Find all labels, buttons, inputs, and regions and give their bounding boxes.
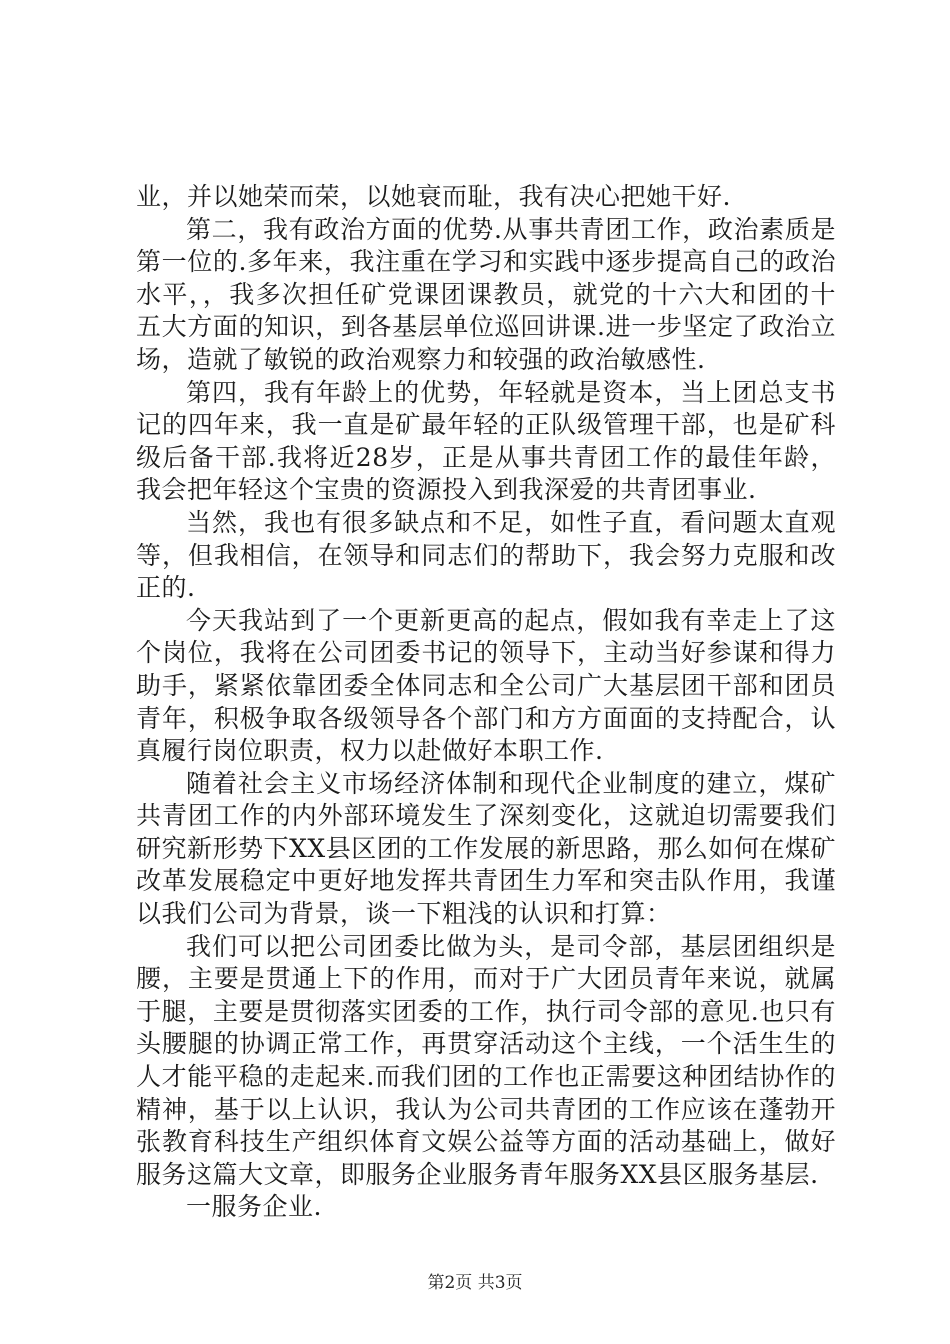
paragraph-new-starting-point: 今天我站到了一个更新更高的起点，假如我有幸走上了这个岗位，我将在公司团委书记的领导下，主动当好参谋和得力助手，紧紧依靠团委全体同志和全公司广大基层团干部和团员青年，积极争取各级领导各个部门和方方面面的支持配合，认真履行岗位职责，权力以赴做好本职工作. [136, 605, 836, 766]
paragraph-age-advantage: 第四，我有年龄上的优势，年轻就是资本，当上团总支书记的四年来，我一直是矿最年轻的正队级管理干部，也是矿科级后备干部.我将近28岁，正是从事共青团工作的最佳年龄，我会把年轻这个宝贵的资源投入到我深爱的共青团事业. [136, 377, 836, 505]
paragraph-market-economy: 随着社会主义市场经济体制和现代企业制度的建立，煤矿共青团工作的内外部环境发生了深刻变化，这就迫切需要我们研究新形势下XX县区团的工作发展的新思路，那么如何在煤矿改革发展稳定中更好地发挥共青团生力军和突击队作用，我谨以我们公司为背景，谈一下粗浅的认识和打算： [136, 768, 836, 929]
paragraph-serve-enterprise: 一服务企业. [186, 1192, 322, 1222]
document-body [136, 181, 836, 1224]
paragraph-head-waist-legs: 我们可以把公司团委比做为头，是司令部，基层团组织是腰，主要是贯通上下的作用，而对于广大团员青年来说，就属于腿，主要是贯彻落实团委的工作，执行司令部的意见.也只有头腰腿的协调正常工作，再贯穿活动这个主线，一个活生生的人才能平稳的走起来.而我们团的工作也正需要这种团结协作的精神，基于以上认识，我认为公司共青团的工作应该在蓬勃开张教育科技生产组织体育文娱公益等方面的活动基础上，做好服务这篇大文章，即服务企业服务青年服务XX县区服务基层. [136, 931, 836, 1189]
paragraph-political-advantage: 第二，我有政治方面的优势.从事共青团工作，政治素质是第一位的.多年来，我注重在学习和实践中逐步提高自己的政治水平，，我多次担任矿党课团课教员，就党的十六大和团的十五大方面的知识，到各基层单位巡回讲课.进一步坚定了政治立场，造就了敏锐的政治观察力和较强的政治敏感性. [136, 214, 836, 374]
paragraph-continuation: 业，并以她荣而荣，以她衰而耻，我有决心把她干好. [136, 182, 731, 211]
paragraph-shortcomings: 当然，我也有很多缺点和不足，如性子直，看问题太直观等，但我相信，在领导和同志们的帮助下，我会努力克服和改正的. [136, 507, 836, 603]
page-footer: 第2页 共3页 [427, 1273, 523, 1293]
